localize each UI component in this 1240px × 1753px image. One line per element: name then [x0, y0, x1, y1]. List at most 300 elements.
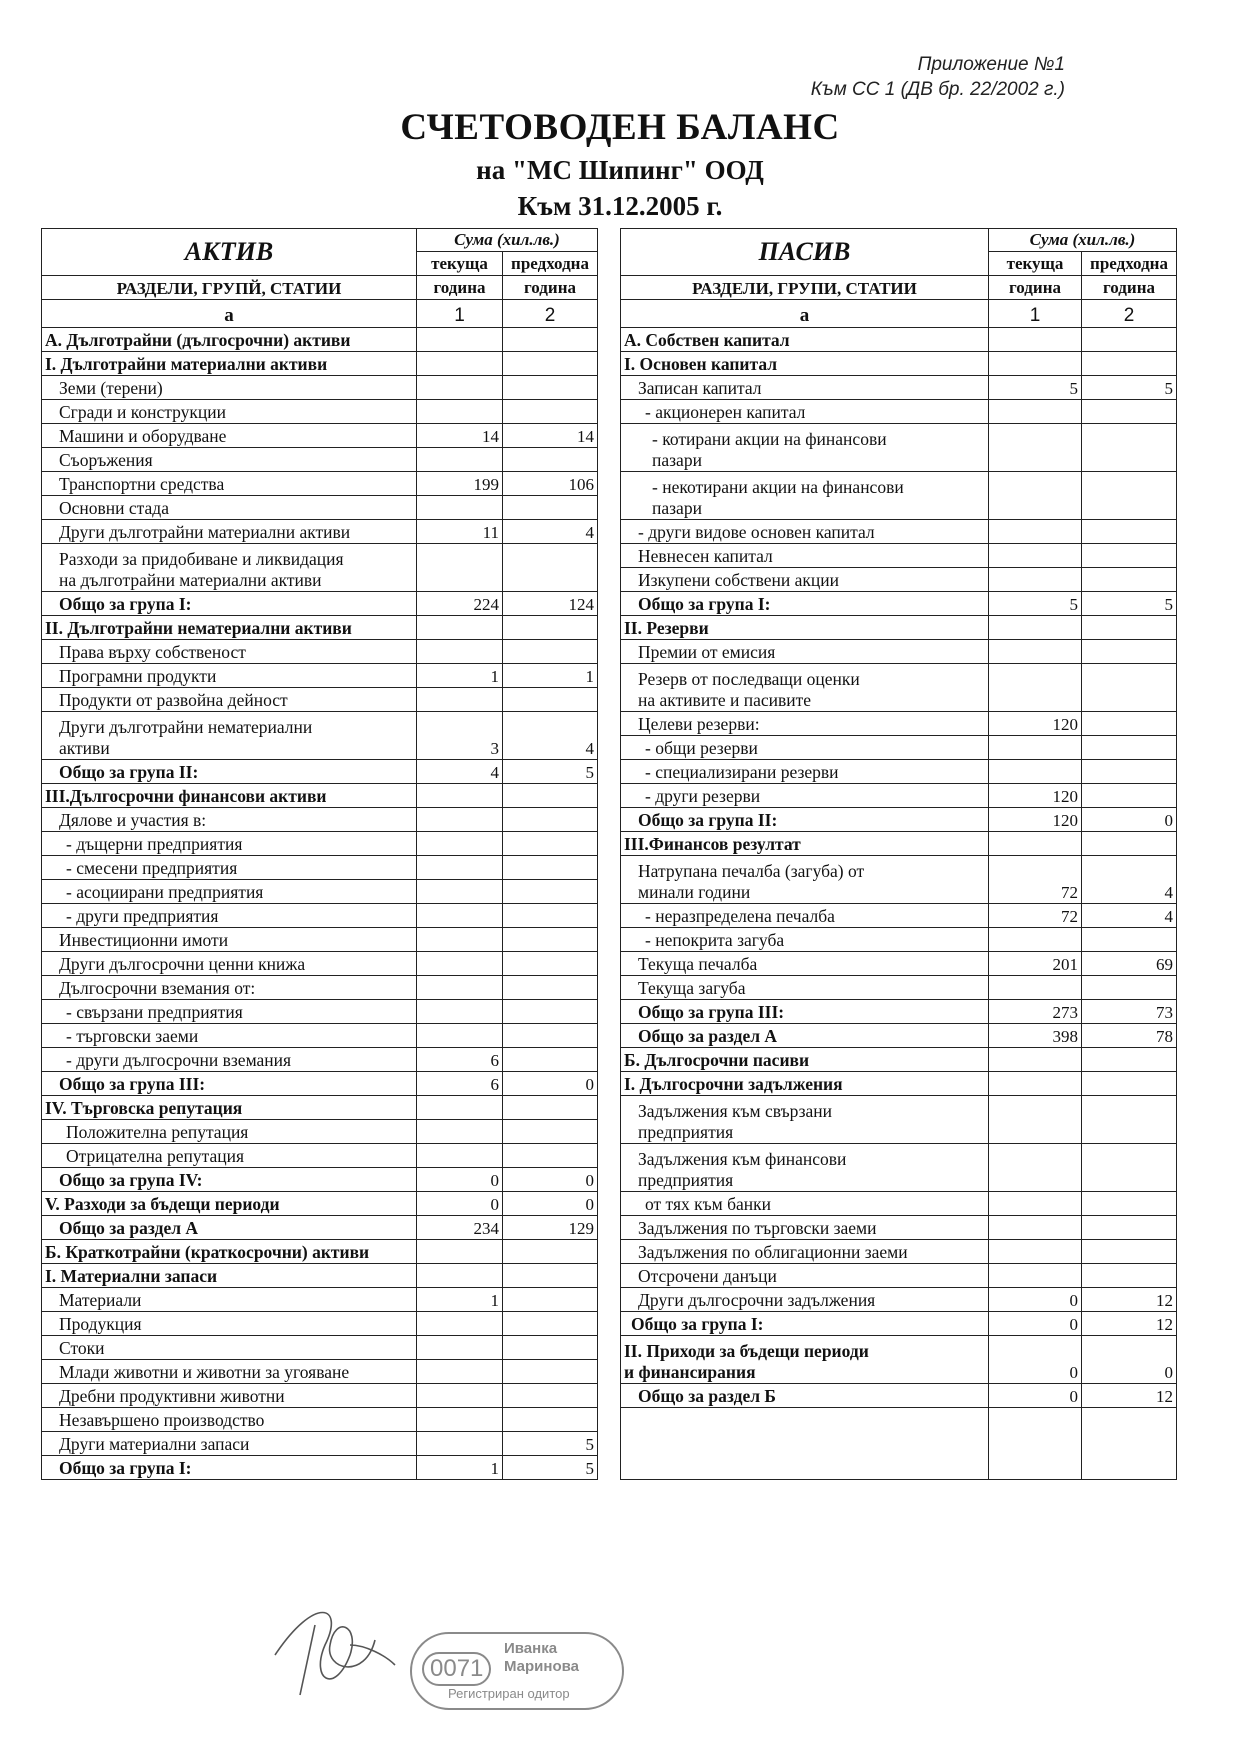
row-label [42, 1384, 417, 1408]
table-row [621, 640, 1177, 664]
report-date: Към 31.12.2005 г. [517, 191, 723, 221]
current-year-value: 1 [417, 664, 503, 688]
previous-year-value [503, 448, 598, 472]
row-label-text: Други материални запаси [59, 1434, 250, 1454]
row-label-text-cont: предприятия [638, 1170, 734, 1190]
previous-year-value [1082, 760, 1177, 784]
current-year-value [989, 928, 1082, 952]
document-title: СЧЕТОВОДЕН БАЛАНС [400, 107, 840, 148]
row-label-text: IV. Търговска репутация [45, 1098, 243, 1118]
stamp-name-last: Маринова [504, 1658, 579, 1675]
current-year-value: 120 [989, 712, 1082, 736]
previous-year-value [1082, 1264, 1177, 1288]
row-label-text: Записан капитал [638, 378, 762, 398]
row-label-text: Машини и оборудване [59, 426, 227, 446]
previous-year-value [503, 1096, 598, 1120]
previous-year-value [503, 880, 598, 904]
row-label-text: Изкупени собствени акции [638, 570, 840, 590]
year-heading: година [989, 276, 1082, 300]
table-row [621, 592, 1177, 616]
current-year-value [417, 1384, 503, 1408]
table-row [42, 1432, 598, 1456]
row-label-text: Разходи за придобиване и ликвидация [59, 549, 344, 569]
current-year-value [989, 1240, 1082, 1264]
row-label-text: Дългосрочни вземания от: [59, 978, 256, 998]
aktiv-heading: АКТИВ [42, 229, 417, 276]
table-row [621, 904, 1177, 928]
table-row [42, 1288, 598, 1312]
previous-year-value [1082, 736, 1177, 760]
row-label [621, 1384, 989, 1408]
current-year-value [417, 400, 503, 424]
row-label-text: - смесени предприятия [66, 858, 238, 878]
row-label [621, 520, 989, 544]
row-label-text: Инвестиционни имоти [59, 930, 229, 950]
previous-year-value: 0 [503, 1192, 598, 1216]
table-row [621, 1000, 1177, 1024]
current-year-value [417, 1096, 503, 1120]
row-label-text: Продукция [59, 1314, 142, 1334]
table-row [42, 424, 598, 448]
row-label-text: Невнесен капитал [638, 546, 773, 566]
row-label-text: - специализирани резерви [645, 762, 839, 782]
row-label-text: - други резерви [645, 786, 761, 806]
row-label-text: II. Резерви [624, 618, 709, 638]
previous-year-value [503, 1144, 598, 1168]
row-label-text: Материали [59, 1290, 142, 1310]
current-year-value [417, 448, 503, 472]
current-year-value [417, 784, 503, 808]
row-label [42, 1072, 417, 1096]
row-label-text: Общо за група I: [631, 1314, 764, 1334]
row-label [621, 400, 989, 424]
previous-year-value [503, 1048, 598, 1072]
row-label-text: V. Разходи за бъдещи периоди [45, 1194, 280, 1214]
previous-year-value [1082, 328, 1177, 352]
row-label [621, 1096, 989, 1144]
previous-year-value: 78 [1082, 1024, 1177, 1048]
table-row [621, 712, 1177, 736]
current-year-value [989, 736, 1082, 760]
sections-heading: РАЗДЕЛИ, ГРУПИ, СТАТИИ [621, 276, 989, 300]
table-row [42, 976, 598, 1000]
current-year-value: 199 [417, 472, 503, 496]
previous-year-value [503, 904, 598, 928]
row-label-text: Продукти от развойна дейност [59, 690, 288, 710]
row-label-text: - търговски заеми [66, 1026, 199, 1046]
row-label-text: Общо за раздел А [59, 1218, 199, 1238]
previous-year-value [1082, 832, 1177, 856]
table-row [621, 568, 1177, 592]
table-row [42, 1336, 598, 1360]
table-row [42, 1408, 598, 1432]
current-year-value: 3 [417, 712, 503, 760]
row-label-text: Резерв от последващи оценки [638, 669, 860, 689]
table-row [621, 1096, 1177, 1144]
table-row [621, 376, 1177, 400]
current-year-value: 4 [417, 760, 503, 784]
table-row [42, 616, 598, 640]
row-label-text: - общи резерви [645, 738, 758, 758]
current-year-value: 398 [989, 1024, 1082, 1048]
row-label [42, 1336, 417, 1360]
table-row [42, 520, 598, 544]
current-year-value: 120 [989, 808, 1082, 832]
previous-year-value [503, 1384, 598, 1408]
row-label [42, 1000, 417, 1024]
table-row [42, 1168, 598, 1192]
previous-year-value [1082, 1144, 1177, 1192]
table-row [42, 592, 598, 616]
row-label-text: Задължения към свързани [638, 1101, 833, 1121]
row-label [42, 592, 417, 616]
row-label [42, 712, 417, 760]
previous-year-value [1082, 616, 1177, 640]
row-label [621, 1288, 989, 1312]
previous-year-value [1082, 1072, 1177, 1096]
current-year-value [417, 1336, 503, 1360]
row-label [42, 472, 417, 496]
row-label [621, 328, 989, 352]
company-name: на "МС Шипинг" ООД [476, 155, 764, 185]
assets-table [41, 228, 598, 1480]
row-label-text: Незавършено производство [59, 1410, 265, 1430]
previous-year-value [503, 832, 598, 856]
table-row [42, 400, 598, 424]
table-row [621, 424, 1177, 472]
current-year-value [417, 856, 503, 880]
previous-year-value [503, 376, 598, 400]
current-year-value [417, 1360, 503, 1384]
current-year-value [417, 1144, 503, 1168]
previous-year-value: 12 [1082, 1312, 1177, 1336]
row-label-text: Други дългосрочни ценни книжа [59, 954, 306, 974]
row-label [621, 424, 989, 472]
previous-year-value [503, 808, 598, 832]
table-row [42, 1000, 598, 1024]
current-year-value: 120 [989, 784, 1082, 808]
row-label-text: Премии от емисия [638, 642, 776, 662]
signature [255, 1585, 405, 1705]
row-label-text: Транспортни средства [59, 474, 225, 494]
table-row [621, 352, 1177, 376]
row-label [621, 1216, 989, 1240]
previous-year-value [503, 544, 598, 592]
table-row [621, 856, 1177, 904]
row-label-text-cont: на дълготрайни материални активи [59, 570, 322, 590]
row-label-text: I. Дълготрайни материални активи [45, 354, 328, 374]
current-year-value [989, 976, 1082, 1000]
table-row [621, 1264, 1177, 1288]
current-year-value [989, 328, 1082, 352]
row-label [42, 880, 417, 904]
previous-year-value [1082, 976, 1177, 1000]
row-label [42, 904, 417, 928]
current-year-value [417, 616, 503, 640]
table-row [621, 808, 1177, 832]
row-label-text: Задължения по търговски заеми [638, 1218, 877, 1238]
previous-year-value [1082, 400, 1177, 424]
table-row [42, 808, 598, 832]
row-label-text: Общо за група III: [59, 1074, 206, 1094]
row-label [621, 1192, 989, 1216]
table-row [621, 328, 1177, 352]
row-label [42, 832, 417, 856]
previous-year-value [1082, 712, 1177, 736]
row-label [621, 1144, 989, 1192]
table-row [621, 976, 1177, 1000]
current-year-value: 1 [417, 1288, 503, 1312]
current-heading: текуща [417, 252, 503, 276]
table-row [42, 1456, 598, 1480]
table-row [42, 712, 598, 760]
row-label-text: Отрицателна репутация [66, 1146, 244, 1166]
row-label-text: Права върху собственост [59, 642, 246, 662]
row-label [621, 616, 989, 640]
row-label-text: Текуща печалба [638, 954, 758, 974]
row-label [621, 928, 989, 952]
previous-year-value [503, 1240, 598, 1264]
row-label-text: А. Собствен капитал [624, 330, 790, 350]
previous-year-value: 0 [503, 1168, 598, 1192]
row-label [621, 760, 989, 784]
row-label [621, 736, 989, 760]
row-label [42, 1024, 417, 1048]
current-year-value [417, 1000, 503, 1024]
current-year-value [989, 1192, 1082, 1216]
previous-year-value: 4 [503, 712, 598, 760]
row-label-text-cont: активи [59, 738, 110, 758]
table-row [621, 1336, 1177, 1384]
current-year-value [989, 616, 1082, 640]
previous-year-value: 4 [1082, 856, 1177, 904]
annex-note [811, 52, 1065, 102]
previous-year-value: 73 [1082, 1000, 1177, 1024]
previous-year-value [503, 952, 598, 976]
previous-year-value [1082, 352, 1177, 376]
index-2: 2 [503, 300, 598, 328]
current-year-value [417, 832, 503, 856]
row-label [42, 1144, 417, 1168]
row-label [42, 1168, 417, 1192]
row-label-text: А. Дълготрайни (дългосрочни) активи [45, 330, 351, 350]
row-label [42, 1096, 417, 1120]
table-row [621, 616, 1177, 640]
row-label [42, 520, 417, 544]
table-row [621, 520, 1177, 544]
row-label-text: Общо за група IV: [59, 1170, 203, 1190]
current-year-value [989, 472, 1082, 520]
row-label-text: - други предприятия [66, 906, 219, 926]
row-label-text: Общо за група I: [638, 594, 771, 614]
row-label [42, 664, 417, 688]
table-row [42, 928, 598, 952]
previous-year-value: 12 [1082, 1288, 1177, 1312]
current-year-value: 0 [417, 1192, 503, 1216]
row-label-text: Основни стада [59, 498, 169, 518]
row-label [621, 1048, 989, 1072]
table-row [42, 688, 598, 712]
assets-table-container [41, 228, 598, 1480]
previous-year-value [1082, 664, 1177, 712]
previous-year-value: 14 [503, 424, 598, 448]
previous-year-value [1082, 784, 1177, 808]
current-year-value [417, 376, 503, 400]
previous-year-value [503, 1408, 598, 1432]
table-row [42, 1264, 598, 1288]
previous-year-value: 4 [1082, 904, 1177, 928]
row-label [42, 1240, 417, 1264]
previous-year-value: 5 [503, 760, 598, 784]
table-row [42, 640, 598, 664]
row-label [42, 688, 417, 712]
row-label [621, 352, 989, 376]
year-heading: година [417, 276, 503, 300]
row-label [42, 1048, 417, 1072]
row-label [42, 928, 417, 952]
previous-year-value: 129 [503, 1216, 598, 1240]
table-row [42, 496, 598, 520]
current-year-value [989, 760, 1082, 784]
row-label [42, 808, 417, 832]
sections-heading: РАЗДЕЛИ, ГРУПЙ, СТАТИИ [42, 276, 417, 300]
table-row [42, 1192, 598, 1216]
previous-year-value [1082, 520, 1177, 544]
row-label-text: Други дълготрайни материални активи [59, 522, 351, 542]
previous-year-value [503, 976, 598, 1000]
current-year-value [417, 688, 503, 712]
row-label [42, 952, 417, 976]
row-label [42, 424, 417, 448]
row-label-text: - непокрита загуба [645, 930, 785, 950]
row-label-text: Общо за раздел А [638, 1026, 778, 1046]
row-label-text: Общо за група I: [59, 594, 192, 614]
current-year-value [417, 352, 503, 376]
previous-heading: предходна [1082, 252, 1177, 276]
row-label-text-cont: и финансирания [624, 1362, 756, 1382]
row-label-text: Други дългосрочни задължения [638, 1290, 876, 1310]
row-label-text: Задължения по облигационни заеми [638, 1242, 908, 1262]
row-label [621, 784, 989, 808]
table-row [42, 352, 598, 376]
previous-year-value [1082, 640, 1177, 664]
current-year-value: 5 [989, 376, 1082, 400]
current-year-value: 11 [417, 520, 503, 544]
table-row [42, 664, 598, 688]
current-year-value: 72 [989, 904, 1082, 928]
current-year-value [989, 1144, 1082, 1192]
current-year-value [989, 1072, 1082, 1096]
row-label-text: - котирани акции на финансови [652, 429, 887, 449]
previous-year-value [503, 352, 598, 376]
row-label-text: Съоръжения [59, 450, 153, 470]
index-a: а [621, 300, 989, 328]
current-year-value [417, 928, 503, 952]
row-label [42, 352, 417, 376]
row-label [42, 1192, 417, 1216]
row-label-text: Млади животни и животни за угояване [59, 1362, 350, 1382]
current-year-value: 5 [989, 592, 1082, 616]
previous-year-value [503, 1360, 598, 1384]
blank-cell [989, 1408, 1082, 1480]
row-label-text: Целеви резерви: [638, 714, 760, 734]
previous-year-value [1082, 544, 1177, 568]
table-row [42, 1240, 598, 1264]
table-row [621, 1240, 1177, 1264]
row-label [621, 1240, 989, 1264]
table-row [42, 472, 598, 496]
table-row [621, 472, 1177, 520]
table-row [621, 1072, 1177, 1096]
table-row [42, 1048, 598, 1072]
row-label-text: Общо за група II: [59, 762, 199, 782]
row-label [42, 400, 417, 424]
previous-year-value [1082, 1240, 1177, 1264]
table-row [42, 1120, 598, 1144]
current-year-value: 201 [989, 952, 1082, 976]
current-year-value: 0 [989, 1336, 1082, 1384]
row-label-text: Сгради и конструкции [59, 402, 226, 422]
blank-cell [1082, 1408, 1177, 1480]
row-label-text: Задължения към финансови [638, 1149, 847, 1169]
table-row [42, 376, 598, 400]
row-label-text: II. Дълготрайни нематериални активи [45, 618, 352, 638]
previous-year-value [503, 1312, 598, 1336]
row-label-text: Б. Краткотрайни (краткосрочни) активи [45, 1242, 370, 1262]
row-label [621, 376, 989, 400]
row-label-text: I. Основен капитал [624, 354, 778, 374]
previous-year-value: 5 [503, 1432, 598, 1456]
row-label-text-cont: на активите и пасивите [638, 690, 812, 710]
current-year-value: 234 [417, 1216, 503, 1240]
previous-year-value: 5 [503, 1456, 598, 1480]
row-label-text-cont: пазари [652, 498, 702, 518]
row-label-text: Отсрочени данъци [638, 1266, 777, 1286]
current-year-value: 0 [989, 1288, 1082, 1312]
table-row [621, 1288, 1177, 1312]
table-row [42, 1312, 598, 1336]
table-row [621, 1024, 1177, 1048]
row-label [621, 1024, 989, 1048]
row-label-text: III.Дългосрочни финансови активи [45, 786, 327, 806]
row-label [42, 784, 417, 808]
current-year-value [989, 1048, 1082, 1072]
previous-year-value: 1 [503, 664, 598, 688]
table-row [42, 544, 598, 592]
row-label [42, 376, 417, 400]
current-year-value [989, 640, 1082, 664]
sum-heading: Сума (хил.лв.) [989, 229, 1177, 252]
stamp-code: 0071 [422, 1652, 491, 1686]
table-row [42, 760, 598, 784]
table-row [42, 1024, 598, 1048]
previous-year-value [1082, 472, 1177, 520]
row-label-text: Положителна репутация [66, 1122, 249, 1142]
table-row [621, 832, 1177, 856]
row-label-text-cont: пазари [652, 450, 702, 470]
row-label [42, 1288, 417, 1312]
row-label [621, 832, 989, 856]
stamp-role: Регистриран одитор [448, 1686, 570, 1701]
row-label-text: - други видове основен капитал [638, 522, 875, 542]
previous-year-value [1082, 568, 1177, 592]
blank-cell [621, 1408, 989, 1480]
row-label [621, 856, 989, 904]
row-label [621, 1000, 989, 1024]
table-row [42, 1144, 598, 1168]
previous-year-value [503, 688, 598, 712]
current-year-value: 0 [417, 1168, 503, 1192]
